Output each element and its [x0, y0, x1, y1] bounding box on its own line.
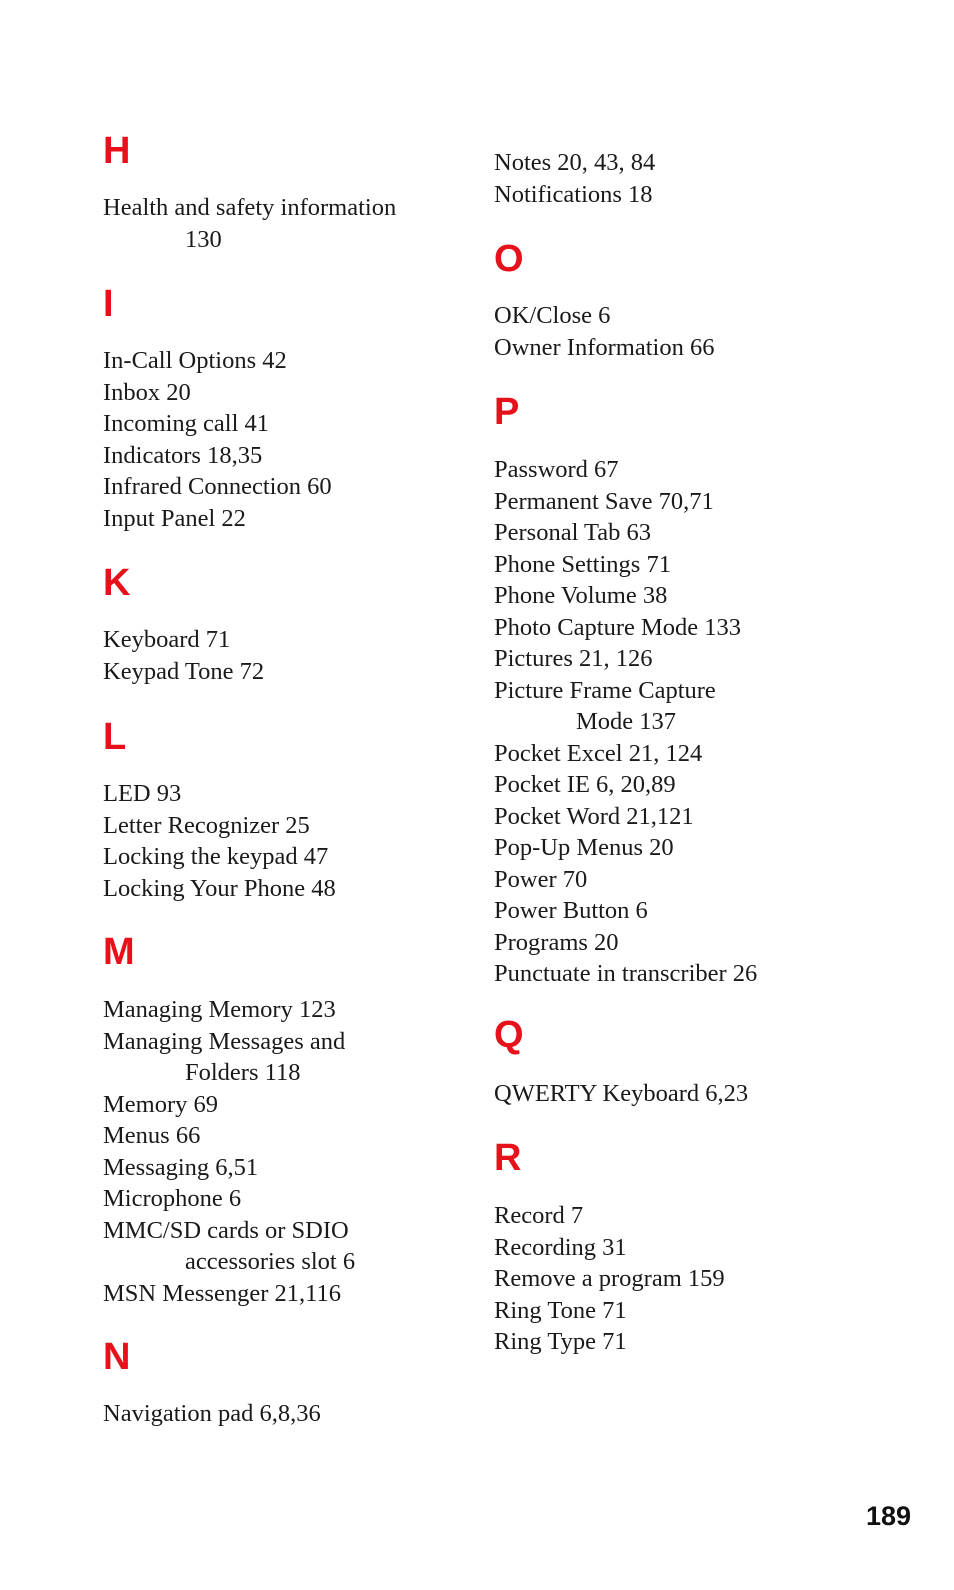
index-entry: Navigation pad 6,8,36: [103, 1400, 321, 1427]
index-entry: Punctuate in transcriber 26: [494, 960, 758, 987]
index-entry: Messaging 6,51: [103, 1153, 259, 1181]
index-entry: OK/Close 6: [494, 302, 611, 329]
index-entry: Locking the keypad 47: [103, 843, 329, 870]
index-entry: Remove a program 159: [494, 1265, 725, 1292]
section-entries-n-continued: [494, 147, 655, 210]
index-entry: In-Call Options 42: [103, 347, 287, 374]
index-entry: Indicators 18,35: [103, 441, 263, 469]
section-entries-m: [103, 994, 355, 1309]
index-entry: Pictures 21, 126: [494, 645, 653, 672]
section-entries-i: [103, 345, 332, 534]
section-entries-k: [103, 624, 264, 687]
index-entry: MSN Messenger 21,116: [103, 1279, 341, 1307]
index-entry: Managing Messages and Folders 118: [103, 1027, 346, 1086]
index-entry: Keypad Tone 72: [103, 657, 265, 685]
index-entry: Picture Frame Capture Mode 137: [494, 676, 716, 735]
index-entry: Notes 20, 43, 84: [494, 149, 656, 176]
index-entry: MMC/SD cards or SDIO accessories slot 6: [103, 1216, 356, 1275]
section-letter-l: L: [103, 716, 127, 758]
index-entry: Menus 66: [103, 1122, 201, 1149]
index-entry: Phone Volume 38: [494, 582, 668, 609]
index-entry: Notifications 18: [494, 180, 653, 208]
section-entries-h: [103, 192, 396, 255]
index-entry: Pocket Excel 21, 124: [494, 739, 703, 767]
section-letter-k: K: [103, 562, 131, 604]
section-letter-h: H: [103, 130, 131, 172]
index-entry: Keyboard 71: [103, 626, 231, 653]
index-entry: Health and safety information 130: [103, 194, 397, 253]
index-entry: Ring Tone 71: [494, 1296, 627, 1324]
index-entry: Photo Capture Mode 133: [494, 613, 742, 641]
index-entry: Programs 20: [494, 928, 619, 956]
index-entry: Record 7: [494, 1202, 584, 1229]
section-letter-r: R: [494, 1137, 522, 1179]
index-entry: Managing Memory 123: [103, 996, 336, 1023]
section-entries-q: [494, 1078, 748, 1110]
index-entry: Recording 31: [494, 1233, 627, 1261]
index-entry: Inbox 20: [103, 378, 191, 406]
index-entry: LED 93: [103, 780, 182, 807]
index-entry: Incoming call 41: [103, 410, 270, 437]
index-entry: Infrared Connection 60: [103, 473, 332, 500]
section-letter-n: N: [103, 1336, 131, 1378]
section-letter-i: I: [103, 283, 114, 325]
index-entry: Letter Recognizer 25: [103, 811, 310, 839]
section-entries-p: [494, 454, 757, 990]
section-entries-l: [103, 778, 336, 904]
section-letter-m: M: [103, 931, 135, 973]
index-entry: Permanent Save 70,71: [494, 487, 714, 515]
section-entries-r: [494, 1200, 725, 1358]
page-number: 189: [865, 1501, 911, 1531]
index-entry: Input Panel 22: [103, 504, 246, 532]
index-entry: Locking Your Phone 48: [103, 874, 336, 902]
index-entry: Microphone 6: [103, 1185, 242, 1212]
index-entry: Power Button 6: [494, 897, 648, 924]
section-letter-q: Q: [494, 1014, 524, 1056]
section-letter-o: O: [494, 238, 524, 280]
index-entry: Pocket Word 21,121: [494, 802, 694, 830]
index-entry: Pocket IE 6, 20,89: [494, 771, 676, 798]
section-entries-o: [494, 300, 714, 363]
index-entry: Power 70: [494, 865, 588, 893]
index-entry: Ring Type 71: [494, 1328, 627, 1355]
index-entry: Owner Information 66: [494, 333, 715, 361]
index-entry: Memory 69: [103, 1090, 218, 1118]
section-entries-n: [103, 1398, 321, 1430]
index-entry: Pop-Up Menus 20: [494, 834, 674, 861]
index-entry: Password 67: [494, 456, 619, 483]
index-entry: Phone Settings 71: [494, 550, 671, 578]
index-entry: Personal Tab 63: [494, 519, 652, 546]
section-letter-p: P: [494, 391, 520, 433]
index-entry: QWERTY Keyboard 6,23: [494, 1080, 749, 1107]
